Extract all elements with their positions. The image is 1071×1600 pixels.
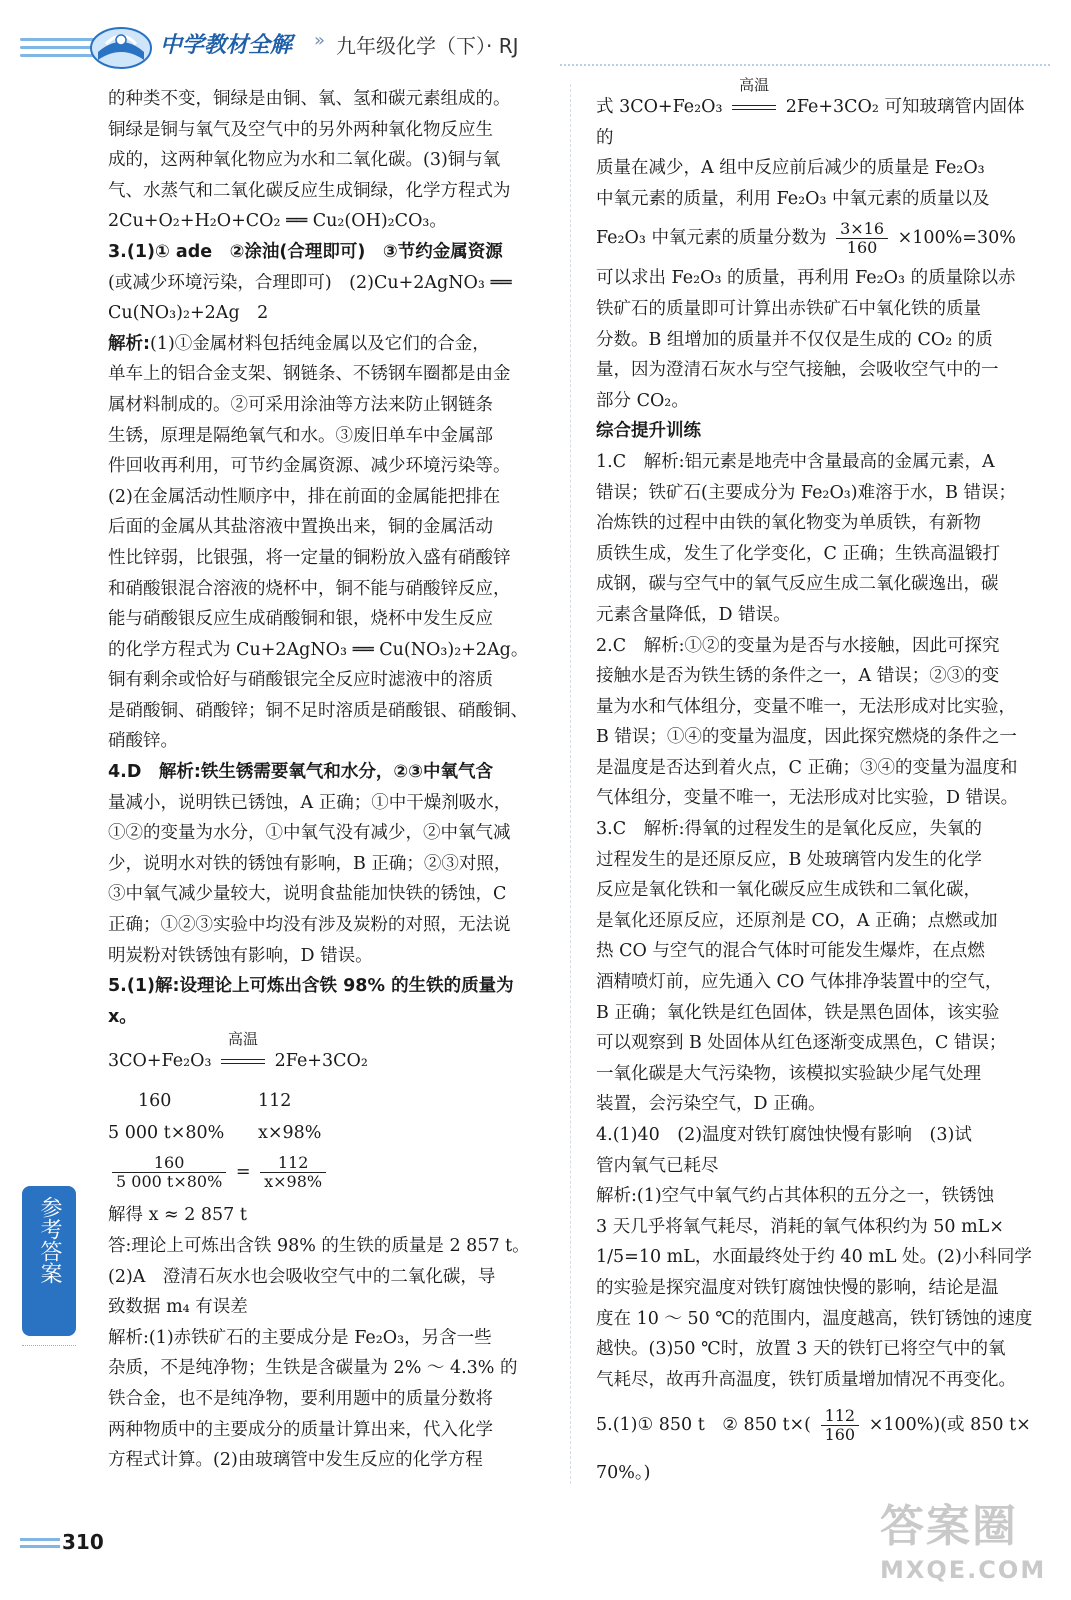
reaction-arrow: [728, 76, 780, 123]
text-line: 解析:(1)空气中氧气约占其体积的五分之一，铁锈蚀: [596, 1186, 995, 1207]
text-line: 性比锌弱，比银强，将一定量的铜粉放入盛有硝酸锌: [108, 547, 511, 568]
page-number-decoration: [20, 1538, 60, 1552]
side-tab-rule: [22, 1345, 76, 1346]
reaction-arrow: [217, 1030, 269, 1077]
text-line: 的化学方程式为 Cu+2AgNO₃ ══ Cu(NO₃)₂+2Ag。: [108, 639, 529, 660]
calculation-block: [108, 1030, 548, 1200]
fraction-line: [596, 220, 1036, 257]
text-line: 杂质，不是纯净物；生铁是含碳量为 2% ～ 4.3% 的: [108, 1358, 518, 1379]
text-line: 属材料制成的。②可采用涂油等方法来防止钢链条: [108, 394, 493, 415]
text-line: 可以观察到 B 处固体从红色逐渐变成黑色，C 错误；: [596, 1033, 1007, 1054]
equation-right: 2Fe+3CO₂: [274, 1051, 368, 1072]
book-subtitle: 九年级化学（下）· RJ: [336, 34, 519, 58]
text-line: 1.C 解析:铝元素是地壳中含量最高的金属元素，A: [596, 451, 995, 472]
molar-mass-1: 160: [138, 1091, 172, 1112]
text-line: 3.C 解析:得氧的过程发生的是氧化反应，失氧的: [596, 819, 982, 840]
text-line: 70%。): [596, 1463, 651, 1484]
equation-left: 式 3CO+Fe₂O₃: [596, 97, 723, 117]
text-line: 反应是氧化铁和一氧化碳反应生成铁和二氧化碳，: [596, 880, 981, 901]
text-line: 接触水是否为铁生锈的条件之一，A 错误；②③的变: [596, 666, 1000, 687]
text-line: 铁矿石的质量即可计算出赤铁矿石中氧化铁的质量: [596, 298, 981, 319]
section-heading: 综合提升训练: [596, 421, 701, 442]
text-line: ①②的变量为水分，①中氧气没有减少，②中氧气减: [108, 823, 511, 844]
text-line: 方程式计算。(2)由玻璃管中发生反应的化学方程: [108, 1450, 483, 1471]
page-header: [0, 0, 1071, 78]
text-line: Cu(NO₃)₂+2Ag 2: [108, 303, 269, 324]
text-line: 错误；铁矿石(主要成分为 Fe₂O₃)难溶于水，B 错误；: [596, 482, 1017, 503]
text-line: 1/5=10 mL，水面最终处于约 40 mL 处。(2)小科同学: [596, 1247, 1032, 1268]
watermark-line-1: 答案圈: [880, 1501, 1018, 1552]
text-line: 量，因为澄清石灰水与空气接触，会吸收空气中的一: [596, 360, 999, 381]
text-line: 中氧元素的质量，利用 Fe₂O₃ 中氧元素的质量以及: [596, 188, 990, 209]
equation-left: 3CO+Fe₂O₃: [108, 1051, 212, 1072]
text-line: 的实验是探究温度对铁钉腐蚀快慢的影响，结论是温: [596, 1277, 999, 1298]
text-line: 两种物质中的主要成分的质量计算出来，代入化学: [108, 1419, 493, 1440]
fraction-right: $\frac{112}{x\times 98\%}$: [260, 1154, 326, 1191]
answer-5: 5.(1)解:设理论上可炼出含铁 98% 的生铁的质量为 x。: [108, 976, 514, 1027]
text-line: 2.C 解析:①②的变量为是否与水接触，因此可探究: [596, 635, 1000, 656]
book-logo-icon: [86, 18, 156, 72]
text-line: 铜绿是铜与氧气及空气中的另外两种氧化物反应生: [108, 119, 493, 140]
text-line: 管内氧气已耗尽: [596, 1155, 719, 1176]
fraction-left: $\frac{160}{5 000 t\times 80\%}$: [112, 1154, 226, 1191]
header-rule: [560, 64, 1050, 66]
text-segment: 5.(1)① 850 t ② 850 t×(: [596, 1415, 811, 1436]
text-line: (2)A 澄清石灰水也会吸收空气中的二氧化碳，导: [108, 1266, 496, 1287]
watermark-line-2: MXQE.COM: [880, 1556, 1047, 1584]
right-column: [596, 76, 1036, 1489]
text-line: 是氧化还原反应，还原剂是 CO，A 正确；点燃或加: [596, 910, 998, 931]
text-line: 生锈，原理是隔绝氧气和水。③废旧单车中金属部: [108, 425, 493, 446]
unknown-mass: x×98%: [258, 1123, 322, 1144]
text-line: 的种类不变，铜绿是由铜、氧、氢和碳元素组成的。: [108, 89, 511, 109]
watermark: [880, 1490, 1060, 1590]
text-line: 量减小，说明铁已锈蚀，A 正确；①中干燥剂吸水，: [108, 792, 512, 813]
text-line: 气耗尽，故再升高温度，铁钉质量增加情况不再变化。: [596, 1369, 1016, 1390]
text-line: 可以求出 Fe₂O₃ 的质量，再利用 Fe₂O₃ 的质量除以赤: [596, 268, 1016, 289]
text-line: 答:理论上可炼出含铁 98% 的生铁的质量是 2 857 t。: [108, 1236, 530, 1256]
text-line: 少，说明水对铁的锈蚀有影响，B 正确；②③对照，: [108, 853, 512, 874]
equation-line: 2Cu+O₂+H₂O+CO₂ ══ Cu₂(OH)₂CO₃。: [108, 211, 447, 232]
text-line: 越快。(3)50 ℃时，放置 3 天的铁钉已将空气中的氧: [596, 1339, 1006, 1360]
text-segment: ×100%=30%: [897, 228, 1016, 249]
text-line: 4.(1)40 (2)温度对铁钉腐蚀快慢有影响 (3)试: [596, 1125, 972, 1145]
text-line: 部分 CO₂。: [596, 390, 689, 411]
iron-fraction: $\frac{112}{160}$: [821, 1407, 860, 1444]
text-line: ③中氧气减少量较大，说明食盐能加快铁的锈蚀，C: [108, 884, 507, 905]
text-line: 铜有剩余或恰好与硝酸银完全反应时滤液中的溶质: [108, 670, 493, 691]
column-divider: [570, 84, 571, 1484]
condition-label: 高温: [739, 76, 770, 94]
text-line: 解得 x ≈ 2 857 t: [108, 1205, 247, 1226]
text-segment: Fe₂O₃ 中氧元素的质量分数为: [596, 228, 827, 249]
text-line: 热 CO 与空气的混合气体时可能发生爆炸，在点燃: [596, 941, 985, 962]
side-tab-label: 参考答案: [37, 1196, 62, 1284]
text-line: 3 天几乎将氧气耗尽，消耗的氧气体积约为 50 mL×: [596, 1216, 1004, 1237]
text-line: B 正确；氧化铁是红色固体，铁是黑色固体，该实验: [596, 1002, 1000, 1023]
left-column: [108, 84, 548, 1476]
equation-right: 2Fe+3CO₂ 可知玻璃管内固体的: [596, 97, 1025, 148]
molar-mass-2: 112: [258, 1091, 292, 1112]
fraction-line: [596, 1407, 1036, 1444]
oxygen-fraction: $\frac{3\times 16}{160}$: [836, 220, 888, 257]
text-line: 能与硝酸银反应生成硝酸铜和银，烧杯中发生反应: [108, 609, 493, 630]
answer-4: 4.D 解析:铁生锈需要氧气和水分，②③中氧气含: [108, 762, 493, 783]
text-line: 单车上的铝合金支架、钢链条、不锈钢车圈都是由金: [108, 364, 511, 385]
text-line: 冶炼铁的过程中由铁的氧化物变为单质铁，有新物: [596, 513, 981, 534]
page-number: 310: [62, 1530, 104, 1554]
text-line: 气、水蒸气和二氧化碳反应生成铜绿，化学方程式为: [108, 180, 511, 201]
text-line: 过程发生的是还原反应，B 处玻璃管内发生的化学: [596, 849, 982, 870]
answer-3: 3.(1)① ade ②涂油(合理即可) ③节约金属资源: [108, 241, 503, 262]
condition-label: 高温: [228, 1030, 259, 1049]
text-line: (2)在金属活动性顺序中，排在前面的金属能把排在: [108, 486, 501, 507]
text-line: 质量在减少，A 组中反应前后减少的质量是 Fe₂O₃: [596, 158, 985, 179]
text-line: 正确；①②③实验中均没有涉及炭粉的对照，无法说: [108, 915, 511, 936]
text-line: 度在 10 ～ 50 ℃的范围内，温度越高，铁钉锈蚀的速度: [596, 1308, 1033, 1329]
equation-line: [596, 76, 1036, 153]
text-line: 量为水和气体组分，变量不唯一，无法形成对比实验，: [596, 696, 1016, 717]
text-line: 气体组分，变量不唯一，无法形成对比实验，D 错误。: [596, 788, 1019, 809]
chevron-icon: »: [314, 30, 326, 51]
side-tab: [22, 1186, 76, 1336]
text-line: (或减少环境污染，合理即可) (2)Cu+2AgNO₃ ══: [108, 272, 512, 293]
text-line: 件回收再利用，可节约金属资源、减少环境污染等。: [108, 456, 511, 477]
text-line: 致数据 m₄ 有误差: [108, 1297, 248, 1318]
text-line: 成钢，碳与空气中的氧气反应生成二氧化碳逸出，碳: [596, 574, 999, 595]
text-line: 硝酸锌。: [108, 731, 178, 752]
text-line: 分数。B 组增加的质量并不仅仅是生成的 CO₂ 的质: [596, 329, 993, 350]
text-line: 装置，会污染空气，D 正确。: [596, 1094, 826, 1115]
text-line: 和硝酸银混合溶液的烧杯中，铜不能与硝酸锌反应，: [108, 578, 511, 599]
text-line: 是硝酸铜、硝酸锌；铜不足时溶质是硝酸银、硝酸铜、: [108, 700, 528, 721]
text-line: 铁合金，也不是纯净物，要利用题中的质量分数将: [108, 1388, 493, 1409]
text-line: 元素含量降低，D 错误。: [596, 604, 791, 625]
equals-sign: =: [235, 1162, 251, 1183]
text-line: 是温度是否达到着火点，C 正确；③④的变量为温度和: [596, 757, 1018, 778]
text-line: B 错误；①④的变量为温度，因此探究燃烧的条件之一: [596, 727, 1017, 748]
text-line: 后面的金属从其盐溶液中置换出来，铜的金属活动: [108, 517, 493, 538]
text-line: (1)①金属材料包括纯金属以及它们的合金，: [150, 333, 490, 354]
analysis-label: 解析:: [108, 333, 150, 354]
text-line: 一氧化碳是大气污染物，该模拟实验缺少尾气处理: [596, 1063, 981, 1084]
text-line: 解析:(1)赤铁矿石的主要成分是 Fe₂O₃，另含一些: [108, 1327, 492, 1348]
text-line: 质铁生成，发生了化学变化，C 正确；生铁高温锻打: [596, 543, 1000, 564]
text-line: 酒精喷灯前，应先通入 CO 气体排净装置中的空气，: [596, 972, 1003, 993]
text-line: 成的，这两种氧化物应为水和二氧化碳。(3)铜与氧: [108, 150, 501, 171]
given-mass: 5 000 t×80%: [108, 1123, 225, 1144]
series-title: 中学教材全解: [160, 33, 293, 58]
text-line: 明炭粉对铁锈蚀有影响，D 错误。: [108, 945, 373, 966]
text-segment: ×100%)(或 850 t×: [868, 1415, 1031, 1436]
analysis-line: [108, 329, 548, 360]
